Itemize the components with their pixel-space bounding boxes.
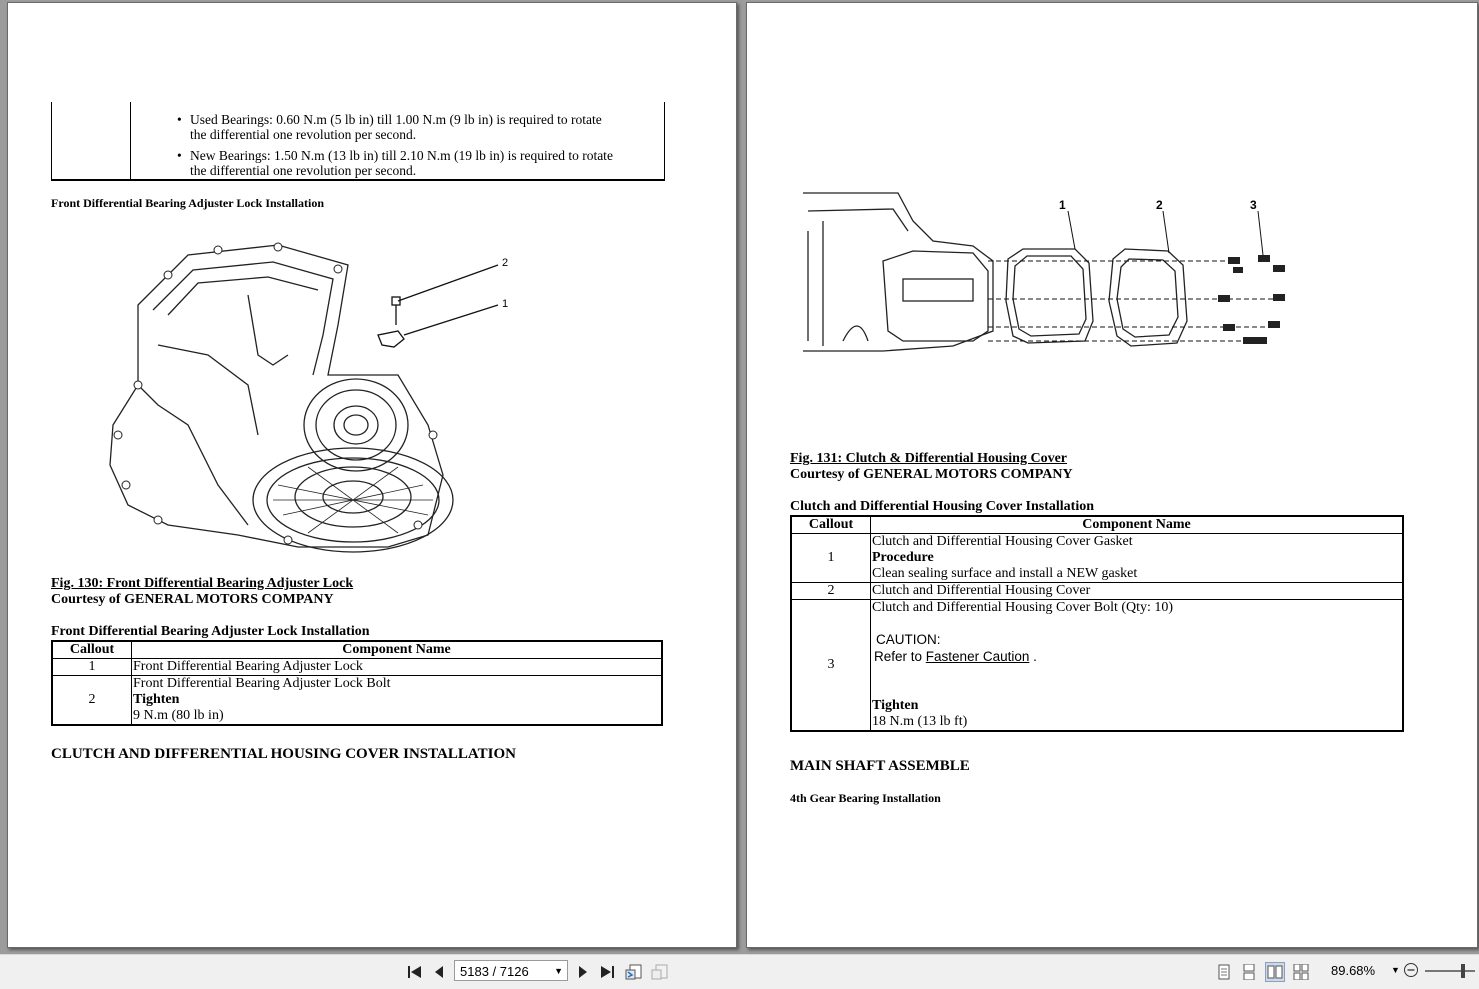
row-procedure-label: Procedure [872, 550, 934, 565]
callout-table [51, 640, 663, 726]
table-row [791, 600, 1403, 732]
table-row [52, 659, 662, 676]
zoom-dropdown-icon[interactable]: ▼ [1391, 965, 1400, 975]
first-page-icon[interactable] [406, 963, 424, 981]
single-page-icon[interactable] [1214, 962, 1234, 982]
back-view-icon[interactable] [625, 963, 643, 981]
table-title: Clutch and Differential Housing Cover Installation [790, 499, 1095, 514]
row-procedure-text: Clean sealing surface and install a NEW gasket [872, 566, 1138, 581]
row-callout: 3 [791, 600, 871, 732]
header-callout: Callout [791, 516, 871, 534]
two-page-icon[interactable] [1265, 962, 1285, 982]
figure-caption: Fig. 131: Clutch & Differential Housing Cover [790, 451, 1067, 466]
figure-courtesy: Courtesy of GENERAL MOTORS COMPANY [51, 592, 334, 607]
adjuster-lock-illustration [98, 235, 538, 555]
row-torque-value: 18 N.m (13 lb ft) [872, 714, 968, 729]
callout-table [790, 515, 1404, 732]
header-component-name: Component Name [871, 516, 1404, 534]
pdf-page-right [746, 2, 1478, 948]
row-component: Clutch and Differential Housing Cover [871, 583, 1404, 600]
row-component: Front Differential Bearing Adjuster Lock [132, 659, 663, 676]
row-tighten-label: Tighten [872, 698, 919, 713]
row-component-cell [871, 600, 1404, 732]
callout-1: 1 [1059, 198, 1066, 212]
header-callout: Callout [52, 641, 132, 659]
zoom-level[interactable]: 89.68% [1331, 963, 1376, 978]
prev-page-icon[interactable] [430, 963, 448, 981]
caution-label: CAUTION: [876, 632, 941, 647]
row-tighten-label: Tighten [133, 692, 180, 707]
callout-2: 2 [1156, 198, 1163, 212]
two-page-continuous-icon[interactable] [1291, 962, 1311, 982]
status-bar [0, 954, 1479, 989]
section-heading: Front Differential Bearing Adjuster Lock Installation [51, 196, 324, 210]
row-component: Front Differential Bearing Adjuster Lock Bolt [133, 676, 391, 691]
page-number-input[interactable]: 5183 / 7126 ▼ [454, 960, 568, 981]
zoom-out-icon[interactable] [1403, 962, 1419, 983]
figure-caption: Fig. 130: Front Differential Bearing Adjuster Lock [51, 576, 354, 591]
pdf-page-left [7, 2, 737, 948]
row-torque-value: 9 N.m (80 lb in) [133, 708, 224, 723]
table-row [52, 676, 662, 726]
continuous-icon[interactable] [1239, 962, 1259, 982]
row-component: Clutch and Differential Housing Cover Gasket [872, 534, 1133, 549]
housing-cover-illustration [803, 191, 1293, 356]
gear-bearing-heading: 4th Gear Bearing Installation [790, 791, 941, 805]
table-title: Front Differential Bearing Adjuster Lock Installation [51, 624, 370, 639]
last-page-icon[interactable] [598, 963, 616, 981]
bullet-new-bearings: • New Bearings: 1.50 N.m (13 lb in) till 2.10 N.m (19 lb in) is required to rotate the differential one revolution per second. [177, 148, 613, 178]
callout-1: 1 [502, 298, 509, 310]
next-section-heading: CLUTCH AND DIFFERENTIAL HOUSING COVER INSTALLATION [51, 746, 516, 762]
header-component-name: Component Name [132, 641, 663, 659]
row-component: Clutch and Differential Housing Cover Bolt (Qty: 10) [872, 600, 1174, 615]
callout-3: 3 [1250, 198, 1257, 212]
caution-text: Refer to Fastener Caution . [874, 649, 1037, 664]
bullet-used-bearings: • Used Bearings: 0.60 N.m (5 lb in) till 1.00 N.m (9 lb in) is required to rotate the differential one revolution per second. [177, 112, 602, 142]
figure-courtesy: Courtesy of GENERAL MOTORS COMPANY [790, 467, 1073, 482]
chevron-down-icon[interactable]: ▼ [554, 966, 563, 976]
row-component-cell [132, 676, 663, 726]
table-row [791, 583, 1403, 600]
row-component-cell [871, 534, 1404, 583]
row-callout: 2 [52, 676, 132, 726]
fastener-caution-link[interactable]: Fastener Caution [925, 649, 1030, 664]
forward-view-icon[interactable] [651, 963, 669, 981]
next-page-icon[interactable] [574, 963, 592, 981]
continued-spec-table [51, 102, 665, 181]
row-callout: 2 [791, 583, 871, 600]
row-callout: 1 [52, 659, 132, 676]
zoom-slider-track[interactable] [1425, 970, 1475, 972]
callout-2: 2 [502, 257, 509, 269]
row-callout: 1 [791, 534, 871, 583]
main-shaft-heading: MAIN SHAFT ASSEMBLE [790, 758, 970, 774]
table-row [791, 534, 1403, 583]
zoom-slider-handle[interactable] [1461, 964, 1465, 978]
